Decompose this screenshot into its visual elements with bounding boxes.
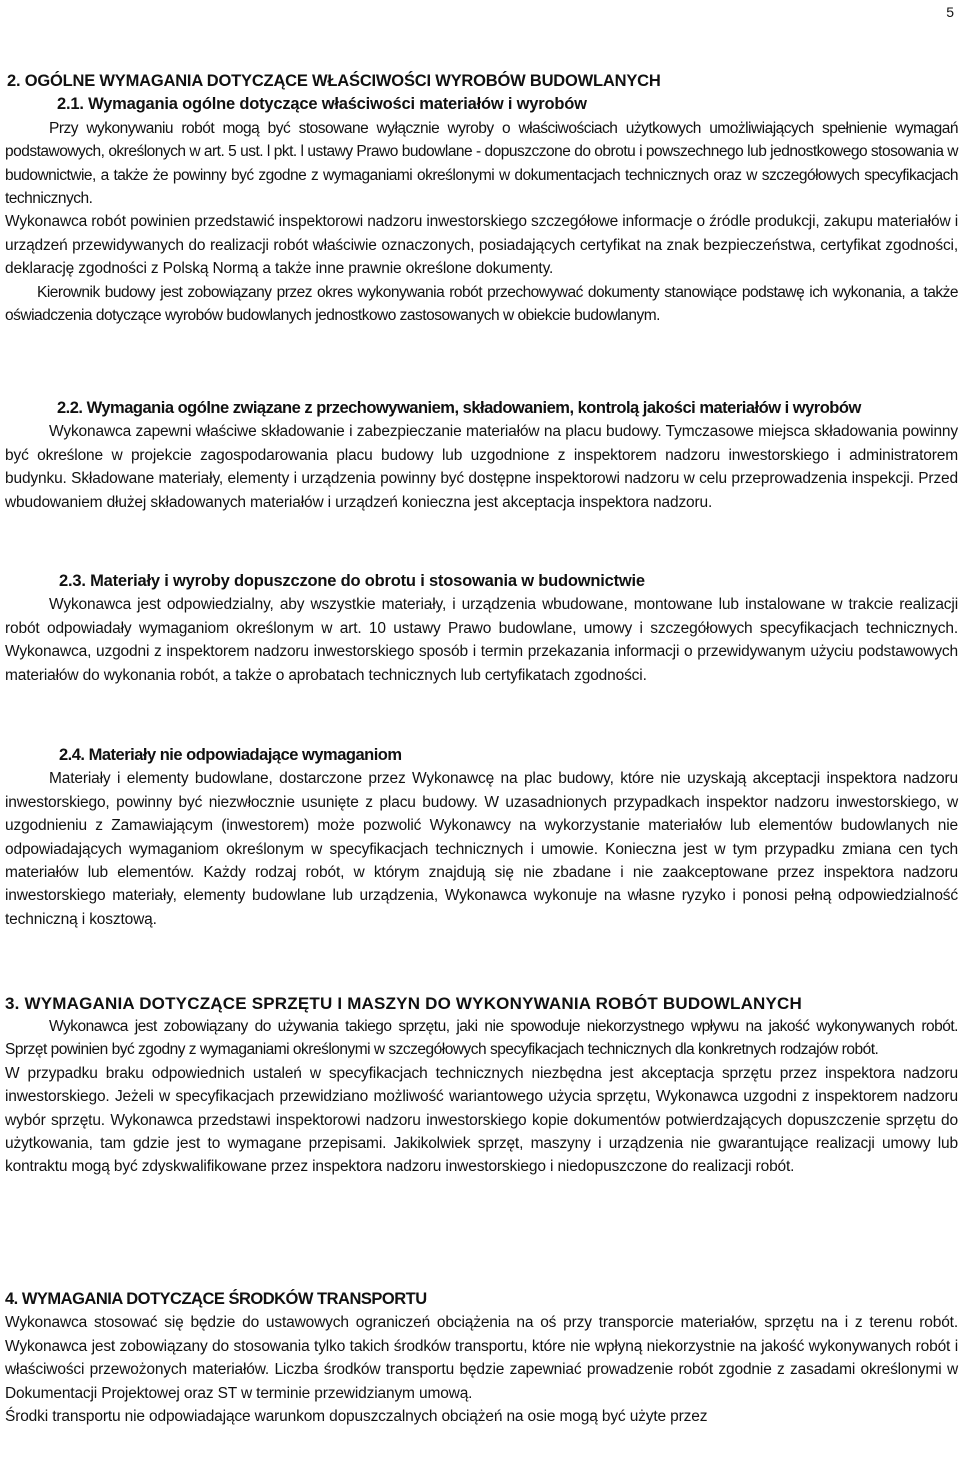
- section-3-paragraph-2: W przypadku braku odpowiednich ustaleń w specyfikacjach technicznych niezbędna jest akceptacja sprzętu przez inspektora nadzoru inwestorskiego. Jeżeli w specyfikacjach przewidziano możliwość wariantowego użycia sprzętu, Wykonawca uzgodni z inspektorem nadzoru wybór sprzętu. Wykonawca przedstawi inspektorowi nadzoru inwestorskiego kopie dokumentów potwierdzających dopuszczenie sprzętu do użytkowania, tam gdzie jest to wymagane przepisami. Jakikolwiek sprzęt, maszyny i urządzenia nie gwarantujące realizacji umowy lub kontraktu mogą być zdyskwalifikowane przez inspektora nadzoru inwestorskiego i niedopuszczone do realizacji robót.: [5, 1064, 958, 1176]
- section-2-1-heading: 2.1. Wymagania ogólne dotyczące właściwości materiałów i wyrobów: [57, 95, 587, 114]
- section-2-1-paragraph-3: Kierownik budowy jest zobowiązany przez okres wykonywania robót przechowywać dokumenty stanowiące podstawę ich wykonania, a także oświadczenia dotyczące wyrobów budowlanych jednostkowo zastosowanych w obiekcie budowlanym.: [5, 283, 958, 325]
- section-2-4-block: [5, 744, 958, 931]
- section-4-paragraph-2: Środki transportu nie odpowiadające warunkom dopuszczalnych obciążeń na osie mogą być użyte przez: [5, 1408, 708, 1426]
- section-2-2-heading: 2.2. Wymagania ogólne związane z przechowywaniem, składowaniem, kontrolą jakości materiałów i wyrobów: [57, 399, 861, 417]
- section-2-4-paragraph-1: Materiały i elementy budowlane, dostarczone przez Wykonawcę na plac budowy, które nie uzyskają akceptacji inspektora nadzoru inwestorskiego, powinny być niezwłocznie usunięte z placu budowy. W uzasadnionych przypadkach inspektor nadzoru inwestorskiego, w uzgodnieniu z Zamawiającym (inwestorem) może pozwolić Wykonawcy na wykorzystanie materiałów lub elementów budowlanych nie odpowiadających wymaganiom określonym w specyfikacjach technicznych i umowie. Konieczna jest w tym przypadku zmiana cen tych materiałów lub elementów. Każdy rodzaj robót, w którym znajdują się nie zbadane i nie zaakceptowane przez inspektora nadzoru inwestorskiego materiały, elementy budowlane lub urządzenia, Wykonawca wykonuje na własne ryzyko i ponosi pełną odpowiedzialność techniczną i kosztową.: [5, 770, 958, 928]
- section-4-paragraph-1: Wykonawca stosować się będzie do ustawowych ograniczeń obciążenia na oś przy transporcie materiałów, sprzętu na i z terenu robót. Wykonawca jest zobowiązany do stosowania tylko takich środków transportu, które nie wpłyną niekorzystnie na jakość wykonywanych robót i właściwości przewożonych materiałów. Liczba środków transportu będzie zapewniać prowadzenie robót zgodnie z zasadami określonymi w Dokumentacji Projektowej oraz ST w terminie przewidzianym umową.: [5, 1314, 958, 1402]
- section-2-4-heading: 2.4. Materiały nie odpowiadające wymaganiom: [59, 746, 402, 764]
- section-2-3-block: [5, 570, 958, 687]
- section-2-1-paragraph-1: Przy wykonywaniu robót mogą być stosowane wyłącznie wyroby o właściwościach użytkowych umożliwiających spełnienie wymagań podstawowych, określonych w art. 5 ust. l pkt. l ustawy Prawo budowlane - dopuszczone do obrotu i powszechnego lub jednostkowego stosowania w budownictwie, a także że powinny być zgodne z wymaganiami określonymi w dokumentacjach technicznych oraz w szczegółowych specyfikacjach technicznych.: [5, 119, 958, 208]
- section-3-heading: 3. WYMAGANIA DOTYCZĄCE SPRZĘTU I MASZYN DO WYKONYWANIA ROBÓT BUDOWLANYCH: [5, 994, 803, 1013]
- section-2-1-paragraph-2: Wykonawca robót powinien przedstawić inspektorowi nadzoru inwestorskiego szczegółowe informacje o źródle produkcji, zakupu materiałów i urządzeń przewidywanych do realizacji robót właściwie oznaczonych, posiadających certyfikat na znak bezpieczeństwa, certyfikat zgodności, deklarację zgodności z Polską Normą a także inne prawnie określone dokumenty.: [5, 213, 958, 278]
- section-2-heading: 2. OGÓLNE WYMAGANIA DOTYCZĄCE WŁAŚCIWOŚCI WYROBÓW BUDOWLANYCH: [7, 72, 661, 90]
- section-3-block: [5, 992, 958, 1179]
- section-2-block: [5, 70, 958, 327]
- section-3-paragraph-1: Wykonawca jest zobowiązany do używania takiego sprzętu, jaki nie spowoduje niekorzystnego wpływu na jakość wykonywanych robót. Sprzęt powinien być zgodny z wymaganiami określonymi w szczegółowych specyfikacjach technicznych dla konkretnych rodzajów robót.: [5, 1018, 958, 1059]
- section-2-2-block: [5, 397, 958, 514]
- section-4-block: [5, 1288, 958, 1428]
- page-number: 5: [946, 4, 954, 20]
- section-4-heading: 4. WYMAGANIA DOTYCZĄCE ŚRODKÓW TRANSPORTU: [5, 1290, 427, 1308]
- section-2-2-paragraph-1: Wykonawca zapewni właściwe składowanie i zabezpieczanie materiałów na placu budowy. Tymczasowe miejsca składowania powinny być określone w projekcie zagospodarowania placu budowy lub uzgodnione z inspektorem nadzoru inwestorskiego i administratorem budynku. Składowane materiały, elementy i urządzenia powinny być dostępne inspektorowi nadzoru w celu przeprowadzenia inspekcji. Przed wbudowaniem dłużej składowanych materiałów i urządzeń konieczna jest akceptacja inspektora nadzoru.: [5, 423, 958, 511]
- section-2-3-paragraph-1: Wykonawca jest odpowiedzialny, aby wszystkie materiały, i urządzenia wbudowane, montowane lub instalowane w trakcie realizacji robót odpowiadały wymaganiom określonym w art. 10 ustawy Prawo budowlane, umowy i szczegółowych specyfikacjach technicznych. Wykonawca, uzgodni z inspektorem nadzoru inwestorskiego sposób i termin przekazania informacji o przewidywanym użyciu podstawowych materiałów do wykonania robót, a także o aprobatach technicznych lub certyfikatach zgodności.: [5, 596, 958, 684]
- section-2-3-heading: 2.3. Materiały i wyroby dopuszczone do obrotu i stosowania w budownictwie: [59, 572, 645, 590]
